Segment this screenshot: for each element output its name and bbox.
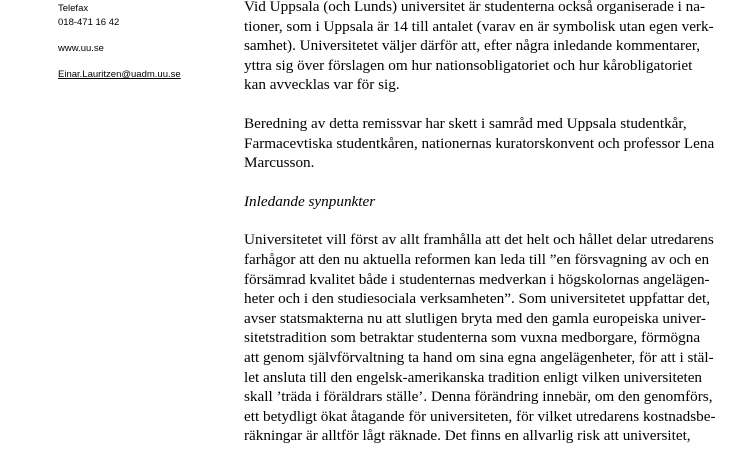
text-line: Farmacevtiska studentkåren, nationernas kuratorskonvent och professor Lena	[244, 134, 715, 152]
section-heading: Inledande synpunkter	[244, 192, 376, 210]
document-body	[244, 0, 734, 465]
text-line: yttra sig över förslagen om hur nationsobligatoriet och hur kårobligatoriet	[244, 56, 693, 74]
text-line: att genom självförvaltning ta hand om sina egna angelägenheter, för att i stäl-	[244, 348, 714, 366]
email-link[interactable]: Einar.Lauritzen@uadm.uu.se	[58, 69, 181, 80]
text-line: samhet). Universitetet väljer därför att, efter några inledande kommentarer,	[244, 37, 701, 55]
fax-number: 018-471 16 42	[58, 17, 120, 28]
text-line: tioner, som i Uppsala är 14 till antalet (varav en är symbolisk utan egen verk-	[244, 17, 714, 35]
text-line: Universitetet vill först av allt framhålla att det helt och hållet delar utredarens	[244, 231, 714, 249]
text-line: ett betydligt ökat åtagande för universiteten, för vilket utredarens kostnadsbe-	[244, 407, 716, 425]
text-line: kan avvecklas var för sig.	[244, 76, 400, 94]
text-line: farhågor att den nu aktuella reformen kan leda till ”en försvagning av och en	[244, 250, 710, 268]
text-line: sitetstradition som betraktar studenterna som vuxna medborgare, förmögna	[244, 329, 701, 347]
paragraph-3	[244, 230, 734, 446]
paragraph-2	[244, 114, 734, 173]
contact-sidebar	[58, 0, 228, 82]
text-line: let ansluta till den engelsk-amerikanska tradition enligt vilken universiteten	[244, 368, 703, 386]
text-line: Marcusson.	[244, 154, 315, 172]
text-line: räkningar är alltför lågt räknade. Det finns en allvarlig risk att universitet,	[244, 427, 691, 445]
text-line: avser statsmakterna nu att slutligen bryta med den gamla europeiska univer-	[244, 309, 706, 327]
text-line: försämrad kvalitet både i studenternas medverkan i högskolornas angelägen-	[244, 270, 710, 288]
website-link[interactable]: www.uu.se	[58, 43, 104, 54]
text-line: Vid Uppsala (och Lunds) universitet är studenterna också organiserade i na-	[244, 0, 706, 15]
text-line: heter och i den studiesociala verksamheten”. Som universitetet uppfattar det,	[244, 290, 711, 308]
fax-label: Telefax	[58, 3, 89, 14]
text-line: skall ’träda i föräldrars ställe’. Denna förändring innebär, om den genomförs,	[244, 388, 713, 406]
paragraph-1	[244, 0, 734, 95]
text-line: Beredning av detta remissvar har skett i samråd med Uppsala studentkår,	[244, 114, 687, 132]
